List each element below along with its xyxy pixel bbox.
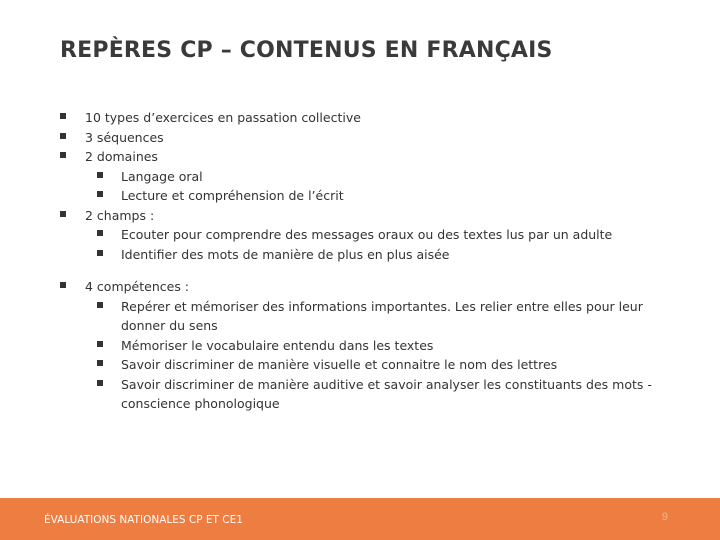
sub-list-item-text: Ecouter pour comprendre des messages oraux ou des textes lus par un adulte: [121, 227, 613, 242]
list-item-text: 4 compétences :: [85, 279, 190, 294]
sub-list-item-text: Savoir discriminer de manière visuelle et connaitre le nom des lettres: [121, 357, 558, 372]
list-item-text: 10 types d’exercices en passation collective: [85, 110, 361, 125]
square-bullet-icon: [97, 380, 103, 386]
list-item: [60, 147, 660, 206]
sub-list-item: [85, 186, 660, 206]
footer-text: ÉVALUATIONS NATIONALES CP ET CE1: [44, 514, 243, 526]
list-item-text: 2 domaines: [85, 149, 158, 164]
sub-list-item-text: Mémoriser le vocabulaire entendu dans les textes: [121, 337, 434, 353]
list-item: [60, 277, 660, 414]
sub-list-item: [85, 297, 660, 336]
page-number: 9: [661, 511, 668, 523]
sub-list-item-text: Langage oral: [121, 168, 203, 184]
square-bullet-icon: [97, 230, 103, 236]
square-bullet-icon: [97, 360, 103, 366]
sub-list-item-text: Repérer et mémoriser des informations importantes. Les relier entre elles pour leur donner du sens: [121, 298, 643, 333]
sub-list-item: [85, 225, 660, 245]
square-bullet-icon: [60, 133, 66, 139]
sub-list-item-text: Lecture et compréhension de l’écrit: [121, 188, 344, 203]
square-bullet-icon: [97, 341, 103, 347]
sub-list-item-text: Identifier des mots de manière de plus en plus aisée: [121, 246, 450, 262]
square-bullet-icon: [97, 302, 103, 308]
bullet-list: [60, 108, 660, 414]
sub-list-item-text: Savoir discriminer de manière auditive et savoir analyser les constituants des mots - conscience phonologique: [121, 376, 652, 411]
slide-title: REPÈRES CP – CONTENUS EN FRANÇAIS: [60, 38, 553, 63]
footer-bar: [0, 498, 720, 540]
sub-list-item: [85, 355, 660, 375]
list-item-text: 2 champs :: [85, 207, 155, 223]
square-bullet-icon: [97, 250, 103, 256]
list-item: [60, 108, 660, 128]
sub-list-item: [85, 167, 660, 187]
square-bullet-icon: [60, 282, 66, 288]
square-bullet-icon: [97, 172, 103, 178]
square-bullet-icon: [60, 211, 66, 217]
sub-list-item: [85, 375, 660, 414]
square-bullet-icon: [97, 191, 103, 197]
sub-list-item: [85, 336, 660, 356]
square-bullet-icon: [60, 152, 66, 158]
square-bullet-icon: [60, 113, 66, 119]
sub-list-item: [85, 245, 660, 265]
list-item: [60, 128, 660, 148]
list-item: [60, 206, 660, 265]
list-item-text: 3 séquences: [85, 129, 164, 145]
